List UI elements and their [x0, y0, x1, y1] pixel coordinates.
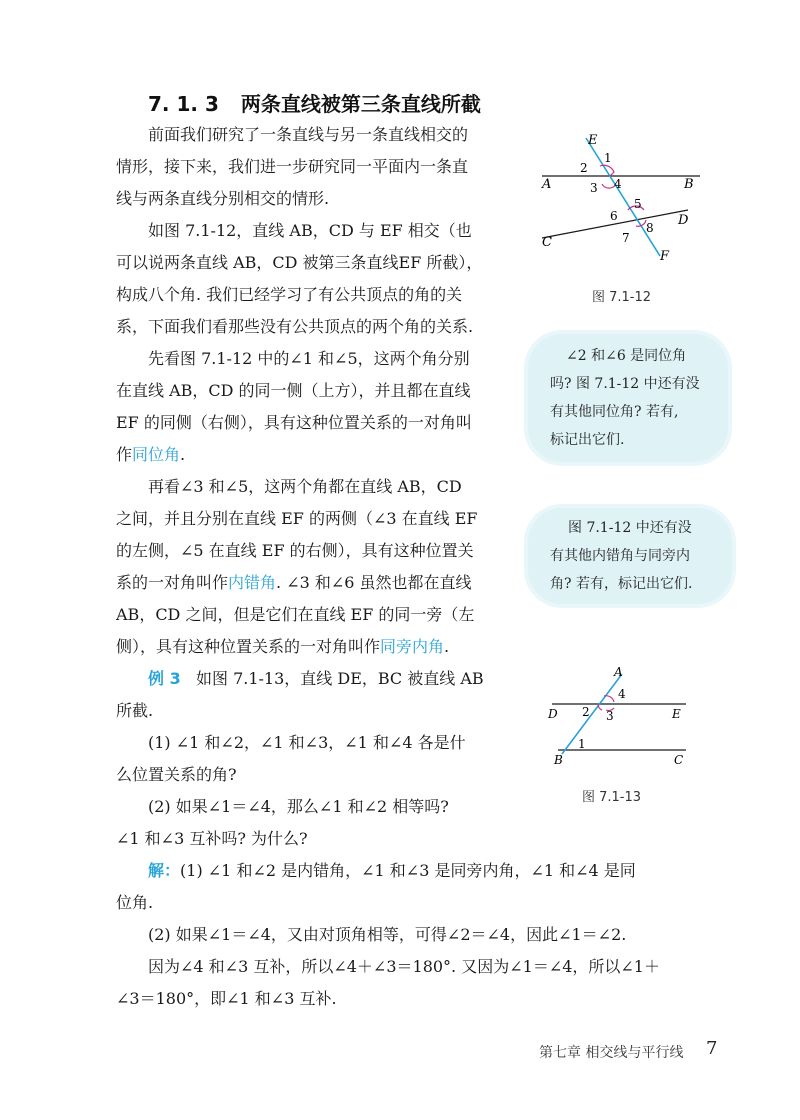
- figure-7-1-12: [530, 128, 710, 268]
- angle-label-1: 1: [604, 151, 612, 165]
- section-title: 两条直线被第三条直线所截: [240, 92, 481, 116]
- label-f: F: [660, 249, 670, 264]
- paragraph-line: 先看图 7.1-12 中的∠1 和∠5，这两个角分别: [148, 349, 470, 368]
- paragraph-line: 之间，并且分别在直线 EF 的两侧（∠3 在直线 EF: [116, 509, 478, 528]
- section-heading: [148, 88, 481, 117]
- angle-label-4: 4: [618, 687, 626, 701]
- question-line: (2) 如果∠1＝∠4，那么∠1 和∠2 相等吗?: [148, 797, 449, 816]
- angle-label-3: 3: [590, 181, 598, 195]
- label-b: B: [554, 753, 563, 767]
- angle-label-8: 8: [646, 221, 654, 235]
- figure-7-1-13: [540, 662, 700, 770]
- angle-label-7: 7: [622, 231, 630, 245]
- example-label: 例 3: [148, 669, 181, 688]
- angle-label-5: 5: [634, 197, 642, 211]
- paragraph-line: [116, 572, 472, 594]
- solution-line: 因为∠4 和∠3 互补，所以∠4＋∠3＝180°. 又因为∠1＝∠4，所以∠1＋: [148, 957, 660, 976]
- angle-label-1: 1: [578, 737, 586, 751]
- paragraph-line: 情形，接下来，我们进一步研究同一平面内一条直: [116, 157, 469, 176]
- solution-label: 解：: [148, 861, 181, 880]
- text-run: 系的一对角叫作: [116, 573, 229, 592]
- paragraph-line: 前面我们研究了一条直线与另一条直线相交的: [148, 125, 469, 144]
- chapter-footer: 第七章 相交线与平行线: [539, 1045, 684, 1061]
- term-corresponding-angles: 同位角: [132, 445, 181, 464]
- text-run: .: [444, 637, 450, 656]
- angle-label-2: 2: [580, 161, 588, 175]
- page-number: 7: [706, 1038, 718, 1059]
- paragraph-line: 构成八个角. 我们已经学习了有公共顶点的角的关: [116, 285, 463, 304]
- paragraph-line: EF 的同侧（右侧），具有这种位置关系的一对角叫: [116, 413, 472, 432]
- note-line: 图 7.1-12 中还有没: [568, 520, 692, 536]
- paragraph-line: 线与两条直线分别相交的情形.: [116, 189, 330, 208]
- paragraph-line: 在直线 AB，CD 的同一侧（上方），并且都在直线: [116, 381, 471, 400]
- note-line: 有其他同位角? 若有,: [550, 404, 679, 420]
- note-line: 有其他内错角与同旁内: [550, 548, 690, 564]
- label-b: B: [684, 177, 694, 192]
- label-e: E: [588, 133, 598, 148]
- figure-caption: 图 7.1-13: [582, 790, 642, 805]
- figure-caption: 图 7.1-12: [592, 290, 652, 305]
- solution-line: (2) 如果∠1＝∠4，又由对顶角相等，可得∠2＝∠4，因此∠1＝∠2.: [148, 925, 627, 944]
- question-line: (1) ∠1 和∠2，∠1 和∠3，∠1 和∠4 各是什: [148, 733, 466, 752]
- label-e: E: [672, 707, 681, 721]
- paragraph-line: 可以说两条直线 AB，CD 被第三条直线EF 所截），: [116, 253, 483, 272]
- paragraph-line: AB，CD 之间，但是它们在直线 EF 的同一旁（左: [116, 605, 475, 624]
- question-line: 么位置关系的角?: [116, 765, 237, 784]
- paragraph-line: 系，下面我们看那些没有公共顶点的两个角的关系.: [116, 317, 474, 336]
- solution-line: 位角.: [116, 893, 154, 912]
- paragraph-line: [116, 636, 449, 658]
- angle-label-2: 2: [582, 705, 590, 719]
- example-statement: [148, 668, 484, 690]
- note-line: 角? 若有，标记出它们.: [550, 576, 693, 592]
- note-bubble: [528, 508, 732, 604]
- label-c: C: [674, 753, 684, 767]
- angle-label-6: 6: [610, 209, 618, 223]
- section-number: 7. 1. 3: [148, 92, 219, 116]
- text-run: 作: [116, 445, 133, 464]
- angle-arc: [598, 704, 602, 710]
- term-co-interior-angles: 同旁内角: [380, 637, 445, 656]
- solution-line: ∠3＝180°，即∠1 和∠3 互补.: [116, 989, 337, 1008]
- note-bubble: [528, 334, 728, 462]
- term-alternate-interior-angles: 内错角: [228, 573, 277, 592]
- paragraph-line: 如图 7.1-12，直线 AB，CD 与 EF 相交（也: [148, 221, 472, 240]
- paragraph-line: 再看∠3 和∠5，这两个角都在直线 AB，CD: [148, 477, 462, 496]
- note-line: 吗? 图 7.1-12 中还有没: [550, 376, 700, 392]
- paragraph-line: 的左侧，∠5 在直线 EF 的右侧），具有这种位置关: [116, 541, 474, 560]
- question-line: ∠1 和∠3 互补吗? 为什么?: [116, 829, 308, 848]
- text-run: 如图 7.1-13，直线 DE，BC 被直线 AB: [195, 669, 484, 688]
- text-run: . ∠3 和∠6 虽然也都在直线: [276, 573, 472, 592]
- label-d: D: [678, 213, 689, 228]
- paragraph-line: 所截.: [116, 701, 154, 720]
- note-line: 标记出它们.: [550, 432, 625, 448]
- text-run: 侧），具有这种位置关系的一对角叫作: [116, 637, 381, 656]
- angle-label-3: 3: [606, 709, 614, 723]
- angle-label-4: 4: [614, 177, 622, 191]
- label-c: C: [542, 235, 552, 250]
- note-line: ∠2 和∠6 是同位角: [566, 348, 687, 364]
- paragraph-line: [116, 444, 185, 466]
- label-a: A: [614, 665, 623, 679]
- text-run: (1) ∠1 和∠2 是内错角，∠1 和∠3 是同旁内角，∠1 和∠4 是同: [180, 861, 636, 880]
- label-d: D: [548, 707, 558, 721]
- text-run: .: [180, 445, 186, 464]
- label-a: A: [542, 177, 552, 192]
- solution-line: [148, 860, 636, 882]
